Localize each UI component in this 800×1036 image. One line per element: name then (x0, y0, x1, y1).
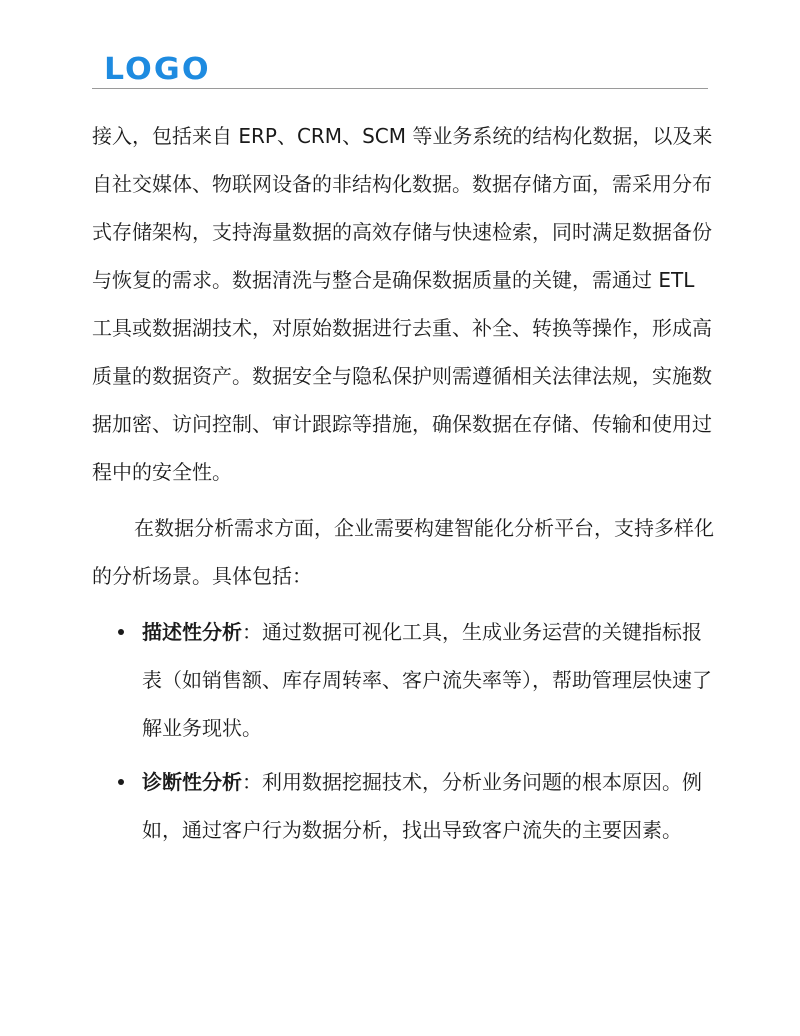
body-paragraph-2: 在数据分析需求方面，企业需要构建智能化分析平台，支持多样化的分析场景。具体包括： (92, 516, 714, 588)
document-body (92, 112, 716, 860)
body-paragraph-1: 接入，包括来自 ERP、CRM、SCM 等业务系统的结构化数据，以及来自社交媒体、物联网设备的非结构化数据。数据存储方面，需采用分布式存储架构，支持海量数据的高效存储与快速检索，同时满足数据备份与恢复的需求。数据清洗与整合是确保数据质量的关键，需通过 ETL 工具或数据湖技术，对原始数据进行去重、补全、转换等操作，形成高质量的数据资产。数据安全与隐私保护则需遵循相关法律法规，实施数据加密、访问控制、审计跟踪等措施，确保数据在存储、传输和使用过程中的安全性。 (92, 124, 713, 484)
list-item-diagnostic (92, 758, 716, 854)
list-item-text: ：利用数据挖掘技术，分析业务问题的根本原因。例如，通过客户行为数据分析，找出导致客户流失的主要因素。 (142, 770, 702, 842)
analysis-list (92, 608, 716, 854)
list-item-term: 诊断性分析 (142, 770, 242, 794)
list-item-term: 描述性分析 (142, 620, 242, 644)
page-header (92, 50, 708, 89)
logo: LOGO (104, 52, 211, 87)
bullet-icon (118, 779, 124, 785)
bullet-icon (118, 629, 124, 635)
list-item-descriptive (92, 608, 716, 752)
list-item-text: ：通过数据可视化工具，生成业务运营的关键指标报表（如销售额、库存周转率、客户流失率等），帮助管理层快速了解业务现状。 (142, 620, 712, 740)
